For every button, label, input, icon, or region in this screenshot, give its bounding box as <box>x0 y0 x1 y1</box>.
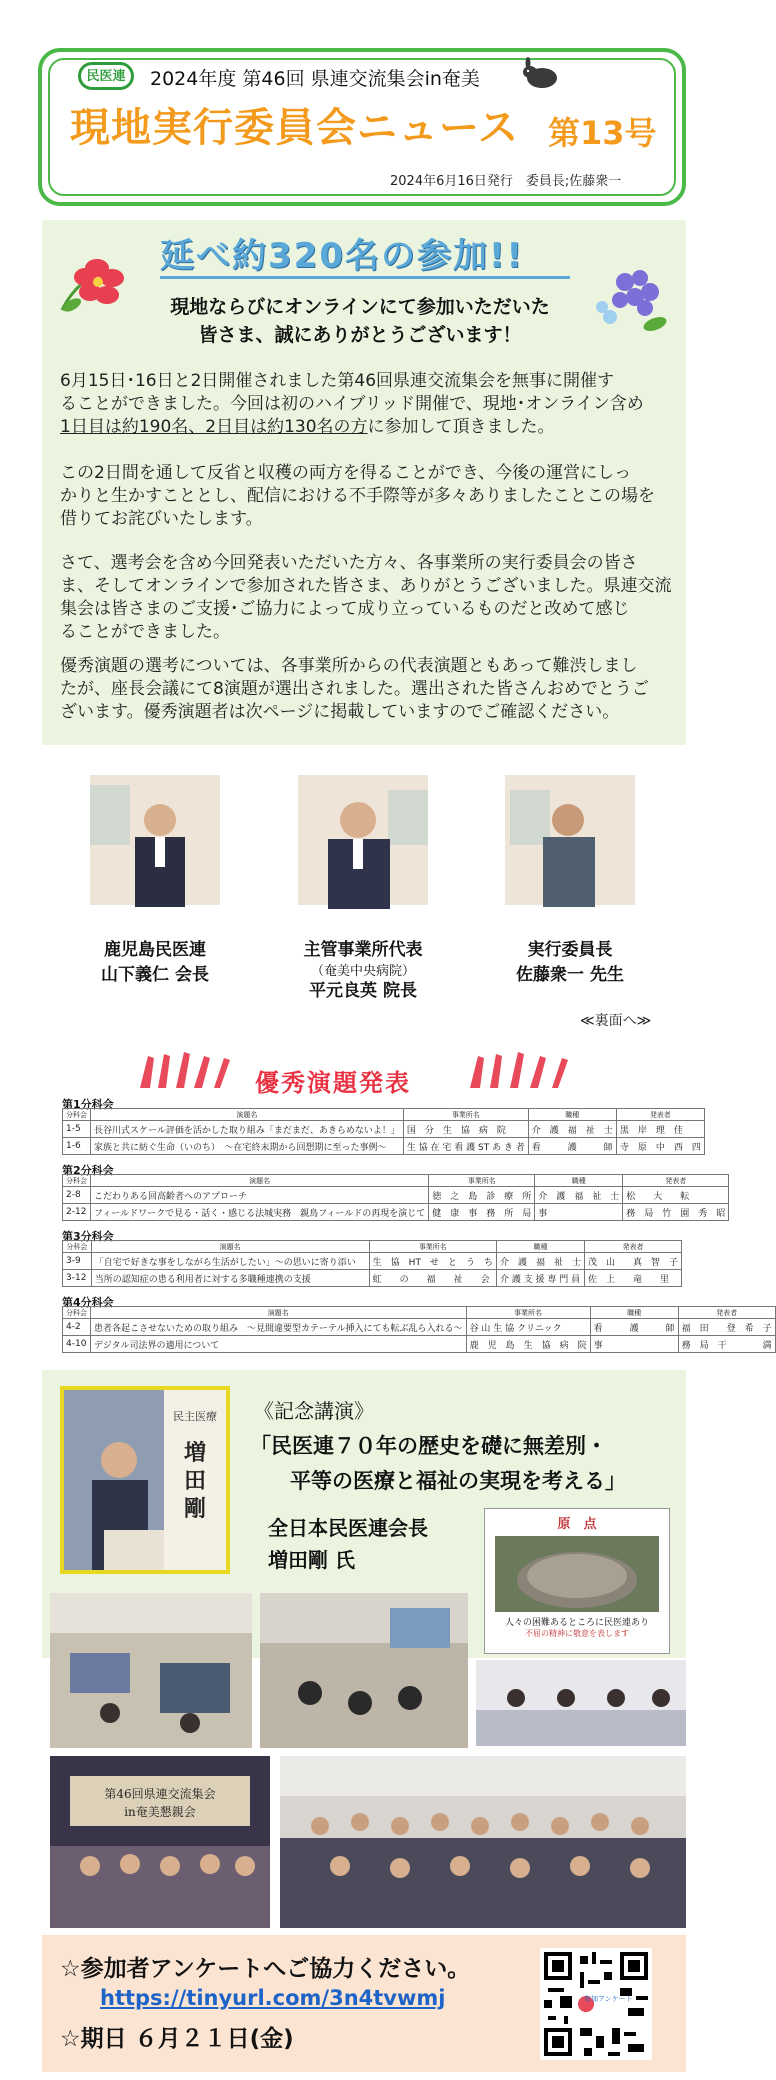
col-header: 事業所名 <box>369 1241 496 1253</box>
para-line <box>60 416 675 439</box>
col-header: 事業所名 <box>403 1109 528 1121</box>
col-header: 職種 <box>535 1175 623 1187</box>
cell-presenter: 黒 岸 理 佳 <box>616 1121 704 1138</box>
awards-title: 優秀演題発表 <box>255 1069 411 1097</box>
cell-job: 事 <box>590 1336 678 1353</box>
minirен-logo: 民医連 <box>78 62 134 90</box>
paragraph-attendance <box>60 370 675 439</box>
svg-text:第46回県連交流集会: 第46回県連交流集会 <box>104 1787 216 1801</box>
photo-committee-chair <box>505 775 635 905</box>
col-header: 発表者 <box>678 1307 775 1319</box>
awards-table-session-4 <box>62 1306 776 1353</box>
lecture-speaker-org: 全日本民医連会長 <box>268 1516 428 1540</box>
cell-no: 4-10 <box>63 1336 91 1353</box>
cell-presenter: 茂 山 真 智 子 <box>584 1253 681 1270</box>
lecture-title-line-1: 「民医連７０年の歴史を礎に無差別・ <box>250 1433 607 1458</box>
svg-text:民主医療: 民主医療 <box>173 1410 217 1423</box>
cell-job: 介 護 福 祉 士 <box>528 1121 616 1138</box>
para-line: かりと生かすこととし、配信における不手際等が多々ありましたことこの場を <box>60 486 655 506</box>
cell-title: 長谷川式スケール評価を活かした取り組み「まだまだ、あきらめないよ！」 <box>91 1121 404 1138</box>
continue-overleaf: ≪裏面へ≫ <box>580 1013 652 1029</box>
cell-job: 介 護 福 祉 士 <box>496 1253 584 1270</box>
publication-info: 2024年6月16日発行 委員長;佐藤衆一 <box>390 174 622 189</box>
cell-title: 家族と共に紡ぐ生命（いのち） ～在宅終末期から回想期に至った事例～ <box>91 1138 404 1155</box>
survey-qr-code[interactable] <box>540 1948 652 2060</box>
col-header: 演題名 <box>91 1109 404 1121</box>
cell-presenter: 佐 上 竜 里 <box>584 1270 681 1287</box>
survey-request: ☆参加者アンケートへご協力ください。 <box>60 1956 471 1982</box>
session-label: 第2分科会 <box>62 1164 114 1177</box>
lecture-label: 《記念講演》 <box>254 1399 374 1423</box>
col-header: 発表者 <box>623 1175 729 1187</box>
cell-presenter: 松 大 転 <box>623 1187 729 1204</box>
party-photo <box>50 1756 270 1928</box>
cell-presenter: 務 局 竹 園 秀 昭 <box>623 1204 729 1221</box>
awards-table-session-2 <box>62 1174 729 1221</box>
cell-title: こだわりある回高齢者へのアプローチ <box>91 1187 429 1204</box>
headline: 延べ約320名の参加!! <box>160 236 524 276</box>
awards-table-session-1 <box>62 1108 705 1155</box>
cell-title: 当所の認知症の患る利用者に対する多職種連携の支援 <box>91 1270 369 1287</box>
cell-org: 生 協 在 宅 看 護 ST あ き 者 <box>403 1138 528 1155</box>
stone-monument-image <box>495 1536 659 1612</box>
cell-org: 徳 之 島 診 療 所 <box>429 1187 535 1204</box>
para-line: ざいます。優秀演題者は次ページに掲載していますのでご確認ください。 <box>60 702 620 722</box>
amami-rabbit-icon <box>520 56 560 90</box>
paragraph-gratitude <box>60 552 675 644</box>
thanks-line-1: 現地ならびにオンラインにて参加いただいた <box>170 296 550 318</box>
col-header: 事業所名 <box>466 1307 590 1319</box>
table-row <box>63 1270 682 1287</box>
genten-caption: 人々の困難あるところに民医連あり <box>504 1618 649 1628</box>
cell-org: 鹿 児 島 生 協 病 院 <box>466 1336 590 1353</box>
clapping-hands-icon <box>130 1048 240 1094</box>
table-row <box>63 1204 729 1221</box>
cell-title: 「自宅で好きな事をしながら生活がしたい」～の思いに寄り添い <box>91 1253 369 1270</box>
para-line: ることができました。 <box>60 622 230 642</box>
table-row <box>63 1253 682 1270</box>
issue-number: 第13号 <box>548 114 657 152</box>
cell-title: デジタル司法界の適用について <box>91 1336 467 1353</box>
cell-org: 生 協 HT せ と う ち <box>369 1253 496 1270</box>
person-affiliation: （奄美中央病院） <box>310 964 415 979</box>
para-line: 集会は皆さまのご支援･ご協力によって成り立っているものだと改めて感じ <box>60 599 630 619</box>
cell-no: 3-12 <box>63 1270 92 1287</box>
person-role: 主管事業所代表 <box>303 940 423 960</box>
group-photo <box>280 1756 686 1928</box>
photo-hospital-director <box>298 775 428 905</box>
para-line: さて、選考会を含め今回発表いただいた方々、各事業所の実行委員会の皆さ <box>60 553 638 573</box>
col-header: 分科会 <box>63 1307 91 1319</box>
cell-job: 事 <box>535 1204 623 1221</box>
genten-title: 原 点 <box>557 1517 597 1532</box>
col-header: 分科会 <box>63 1175 91 1187</box>
thanks-line-2: 皆さま、誠にありがとうございます！ <box>198 324 522 346</box>
session-label: 第1分科会 <box>62 1098 114 1111</box>
col-header: 職種 <box>496 1241 584 1253</box>
para-line: たが、座長会議にて8演題が選出されました。選出された皆さんおめでとうご <box>60 679 649 699</box>
cell-org: 虹 の 福 祉 会 <box>369 1270 496 1287</box>
svg-text:田: 田 <box>183 1469 207 1494</box>
col-header: 発表者 <box>584 1241 681 1253</box>
cell-title: 患者各起こさせないための取り組み ～見間違要型カテーテル挿入にても転ぶ乱ら入れる～ <box>91 1319 467 1336</box>
col-header: 演題名 <box>91 1307 467 1319</box>
genten-subcaption: 不屈の精神に敬意を表します <box>525 1629 629 1638</box>
svg-text:増: 増 <box>183 1441 207 1466</box>
para-line: 6月15日･16日と2日開催されました第46回県連交流集会を無事に開催す <box>60 371 615 391</box>
session-label: 第4分科会 <box>62 1296 114 1309</box>
cell-title: フィールドワークで見る・話く・感じる法城実務 親鳥フィールドの再現を演じて <box>91 1204 429 1221</box>
col-header: 分科会 <box>63 1109 91 1121</box>
lecture-speaker-name: 増田剛 氏 <box>268 1548 355 1572</box>
para-line: 優秀演題の選考については、各事業所からの代表演題ともあって難渋しまし <box>60 656 638 676</box>
photo-chairman <box>90 775 220 905</box>
cell-no: 1-5 <box>63 1121 91 1138</box>
venue-photo-1 <box>50 1593 252 1748</box>
cell-job: 介 護 支 援 専 門 員 <box>496 1270 584 1287</box>
paragraph-apology <box>60 462 675 531</box>
survey-link[interactable]: https://tinyurl.com/3n4tvwmj <box>100 1986 446 2010</box>
venue-photo-3 <box>476 1660 686 1746</box>
venue-photo-2 <box>260 1593 468 1748</box>
col-header: 職種 <box>528 1109 616 1121</box>
cell-org: 健 康 事 務 所 局 <box>429 1204 535 1221</box>
table-header-row <box>63 1109 705 1121</box>
clapping-hands-icon <box>460 1048 590 1094</box>
svg-text:剛: 剛 <box>183 1497 207 1522</box>
cell-no: 1-6 <box>63 1138 91 1155</box>
paragraph-awards <box>60 655 675 724</box>
table-row <box>63 1187 729 1204</box>
cell-job: 看 護 師 <box>590 1319 678 1336</box>
col-header: 事業所名 <box>429 1175 535 1187</box>
survey-deadline: ☆期日 ６月２１日(金) <box>60 2026 294 2052</box>
table-row <box>63 1336 776 1353</box>
table-row <box>63 1319 776 1336</box>
cell-org: 谷 山 生 協 クリニック <box>466 1319 590 1336</box>
lecture-title-line-2: 平等の医療と福祉の実現を考える」 <box>290 1468 626 1493</box>
cell-no: 3-9 <box>63 1253 92 1270</box>
table-row <box>63 1121 705 1138</box>
para-text: に参加して頂きました。 <box>367 417 555 437</box>
cell-no: 2-12 <box>63 1204 91 1221</box>
table-header-row <box>63 1241 682 1253</box>
cell-job: 看 護 師 <box>528 1138 616 1155</box>
col-header: 分科会 <box>63 1241 92 1253</box>
table-header-row <box>63 1307 776 1319</box>
cell-no: 4-2 <box>63 1319 91 1336</box>
cell-job: 介 護 福 祉 士 <box>535 1187 623 1204</box>
genten-card <box>484 1508 670 1654</box>
para-line: ることができました。今回は初のハイブリッド開催で、現地･オンライン含め <box>60 394 644 414</box>
qr-label: 参加アンケート <box>584 1995 633 2003</box>
person-role: 実行委員長 <box>527 940 613 960</box>
person-role: 鹿児島民医連 <box>104 940 206 960</box>
para-line: この2日間を通して反省と収穫の両方を得ることができ、今後の運営にしっ <box>60 463 632 483</box>
cell-no: 2-8 <box>63 1187 91 1204</box>
person-name: 佐藤衆一 先生 <box>516 965 624 985</box>
para-line: ま、そしてオンラインで参加された皆さま、ありがとうございました。県連交流 <box>60 576 672 596</box>
session-label: 第3分科会 <box>62 1230 114 1243</box>
attendance-numbers: 1日目は約190名、2日目は約130名の方 <box>60 417 368 437</box>
cell-presenter: 寺 原 中 西 四 <box>616 1138 704 1155</box>
awards-table-session-3 <box>62 1240 682 1287</box>
col-header: 演題名 <box>91 1241 369 1253</box>
newsletter-title: 現地実行委員会ニュース <box>70 105 519 151</box>
cell-presenter: 福 田 登 希 子 <box>678 1319 775 1336</box>
col-header: 職種 <box>590 1307 678 1319</box>
headline-underline <box>160 276 570 279</box>
para-line: 借りてお詫びいたします。 <box>60 509 263 529</box>
col-header: 発表者 <box>616 1109 704 1121</box>
table-header-row <box>63 1175 729 1187</box>
event-subtitle: 2024年度 第46回 県連交流集会in奄美 <box>150 68 480 90</box>
cell-presenter: 務 局 干 満 <box>678 1336 775 1353</box>
table-row <box>63 1138 705 1155</box>
lecture-speaker-photo <box>60 1386 230 1574</box>
person-name: 平元良英 院長 <box>309 981 417 1001</box>
cell-org: 国 分 生 協 病 院 <box>403 1121 528 1138</box>
svg-text:in奄美懇親会: in奄美懇親会 <box>124 1805 196 1819</box>
col-header: 演題名 <box>91 1175 429 1187</box>
person-name: 山下義仁 会長 <box>101 965 209 985</box>
